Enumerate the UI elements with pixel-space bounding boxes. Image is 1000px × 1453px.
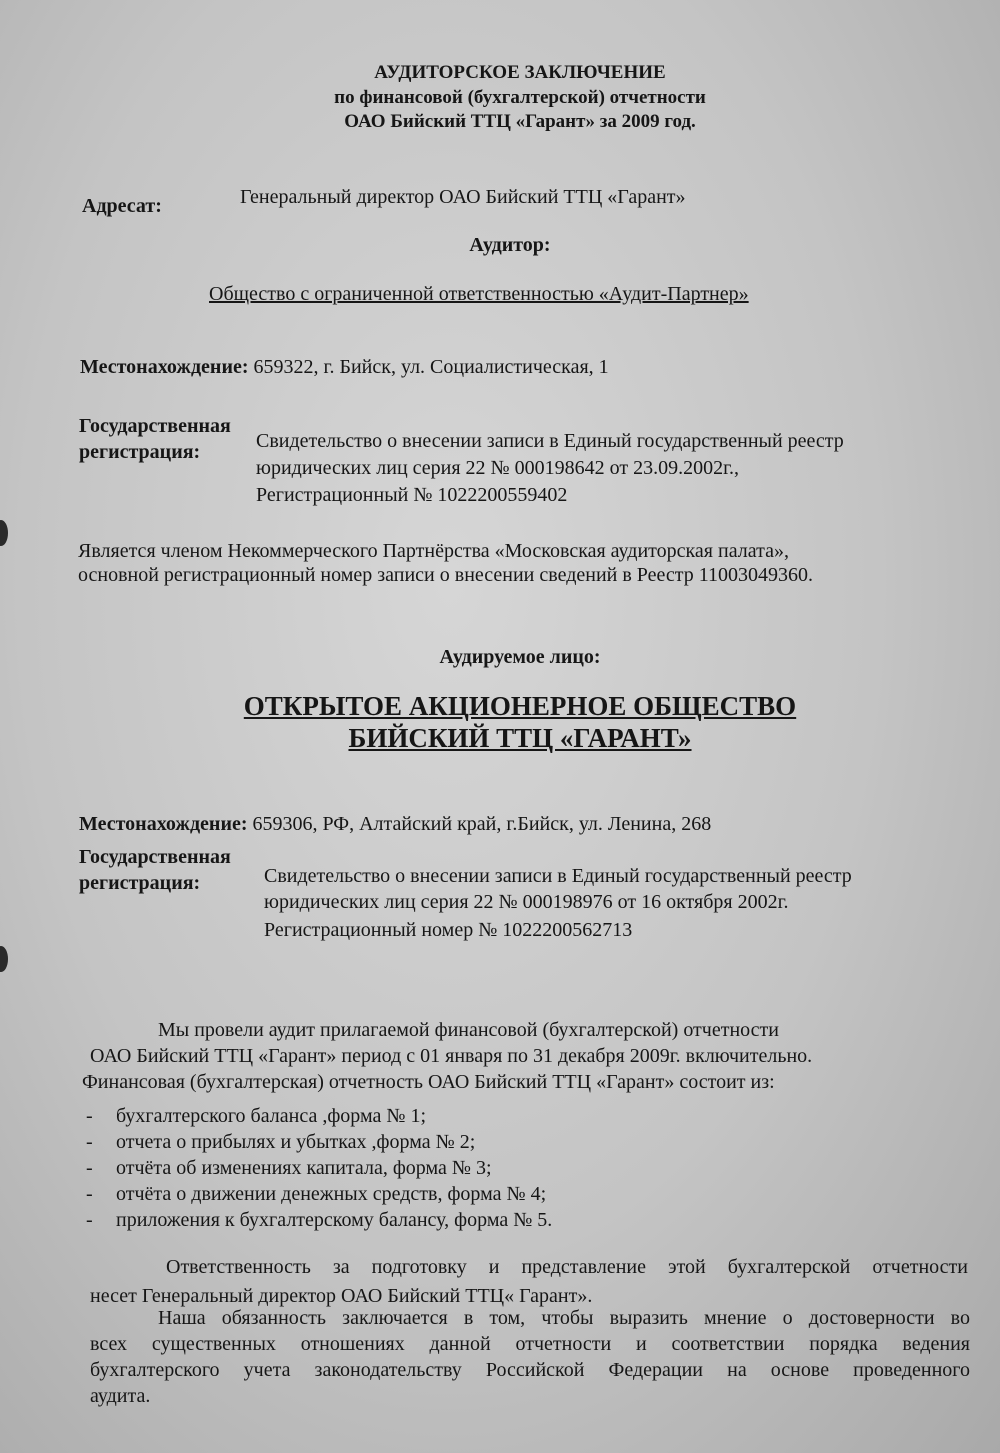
document-title: АУДИТОРСКОЕ ЗАКЛЮЧЕНИЕ xyxy=(374,62,666,83)
body-paragraph: Ответственность за подготовку и представление этой бухгалтерской отчетности xyxy=(166,1256,968,1278)
audited-reg-text: юридических лиц серия 22 № 000198976 от 16 октября 2002г. xyxy=(264,891,789,913)
body-paragraph: ОАО Бийский ТТЦ «Гарант» период с 01 января по 31 декабря 2009г. включительно. xyxy=(90,1045,813,1067)
auditor-location xyxy=(80,355,609,379)
list-bullet: - xyxy=(86,1183,93,1205)
auditor-membership: основной регистрационный номер записи о внесении сведений в Реестр 11003049360. xyxy=(78,564,814,586)
list-item: бухгалтерского баланса ,форма № 1; xyxy=(116,1105,427,1127)
auditor-membership: Является членом Некоммерческого Партнёрства «Московская аудиторская палата», xyxy=(78,540,789,562)
auditor-location-label: Местонахождение: xyxy=(80,356,249,378)
list-item: отчета о прибылях и убытках ,форма № 2; xyxy=(116,1131,476,1153)
addressee-label: Адресат: xyxy=(82,195,162,217)
auditor-reg-text: Регистрационный № 1022200559402 xyxy=(256,484,568,506)
list-item xyxy=(86,1156,93,1180)
list-item xyxy=(86,1208,93,1232)
auditor-reg-text: юридических лиц серия 22 № 000198642 от 23.09.2002г., xyxy=(256,457,740,479)
audited-location-label: Местонахождение: xyxy=(79,813,248,835)
document-subtitle-company: ОАО Бийский ТТЦ «Гарант» за 2009 год. xyxy=(344,111,696,132)
audited-location-value: 659306, РФ, Алтайский край, г.Бийск, ул. Ленина, 268 xyxy=(252,813,712,835)
body-paragraph: всех существенных отношениях данной отчетности и соответствии порядка ведения xyxy=(90,1333,970,1355)
body-paragraph: аудита. xyxy=(90,1385,151,1407)
audited-reg-label: регистрация: xyxy=(79,872,201,894)
list-item xyxy=(86,1104,93,1128)
body-paragraph: несет Генеральный директор ОАО Бийский ТТЦ« Гарант». xyxy=(90,1285,593,1307)
audited-reg-label: Государственная xyxy=(79,846,231,868)
list-item xyxy=(86,1130,93,1154)
body-paragraph: Мы провели аудит прилагаемой финансовой (бухгалтерской) отчетности xyxy=(158,1019,779,1041)
binder-hole xyxy=(0,946,8,972)
list-item: отчёта об изменениях капитала, форма № 3; xyxy=(116,1157,492,1179)
list-bullet: - xyxy=(86,1131,93,1153)
audited-location xyxy=(79,812,711,836)
list-item xyxy=(86,1182,93,1206)
list-bullet: - xyxy=(86,1209,93,1231)
auditor-reg-text: Свидетельство о внесении записи в Единый государственный реестр xyxy=(256,430,844,452)
auditor-name: Общество с ограниченной ответственностью «Аудит-Партнер» xyxy=(209,283,749,305)
list-item: приложения к бухгалтерскому балансу, форма № 5. xyxy=(116,1209,553,1231)
audited-name: БИЙСКИЙ ТТЦ «ГАРАНТ» xyxy=(348,723,692,753)
list-bullet: - xyxy=(86,1157,93,1179)
body-paragraph: бухгалтерского учета законодательству Российской Федерации на основе проведенного xyxy=(90,1359,970,1381)
body-paragraph: Финансовая (бухгалтерская) отчетность ОАО Бийский ТТЦ «Гарант» состоит из: xyxy=(82,1071,775,1093)
body-paragraph: Наша обязанность заключается в том, чтобы выразить мнение о достоверности во xyxy=(158,1307,970,1329)
addressee-value: Генеральный директор ОАО Бийский ТТЦ «Гарант» xyxy=(240,186,686,208)
list-bullet: - xyxy=(86,1105,93,1127)
auditor-reg-label: регистрация: xyxy=(79,441,201,463)
audited-reg-text: Свидетельство о внесении записи в Единый государственный реестр xyxy=(264,865,852,887)
audited-name: ОТКРЫТОЕ АКЦИОНЕРНОЕ ОБЩЕСТВО xyxy=(243,691,797,721)
auditor-heading: Аудитор: xyxy=(469,234,551,256)
auditor-location-value: 659322, г. Бийск, ул. Социалистическая, 1 xyxy=(253,356,609,378)
audited-reg-text: Регистрационный номер № 1022200562713 xyxy=(264,919,633,941)
auditor-reg-label: Государственная xyxy=(79,415,231,437)
binder-hole xyxy=(0,520,8,546)
audited-heading: Аудируемое лицо: xyxy=(439,646,601,668)
list-item: отчёта о движении денежных средств, форма № 4; xyxy=(116,1183,547,1205)
document-subtitle: по финансовой (бухгалтерской) отчетности xyxy=(334,87,706,108)
